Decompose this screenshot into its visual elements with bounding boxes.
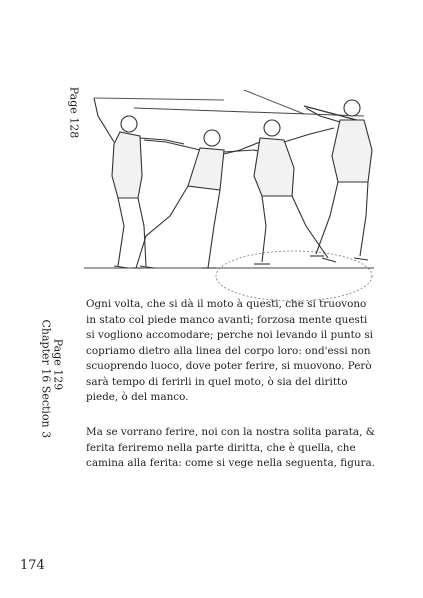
paragraph-2: Ma se vorrano ferire, noi con la nostra solita parata, & ferita feriremo nella parte diritta, che è quella, che camina alla ferita: come si vege nella seguenta, figura. — [86, 426, 376, 470]
margin-note-page-128: Page 128 — [67, 86, 81, 139]
margin-note-chapter-line: Chapter 16 Section 3 — [39, 319, 53, 439]
fencer-figure-1 — [94, 98, 184, 268]
page-number: 174 — [20, 558, 45, 573]
margin-note-chapter — [28, 319, 65, 439]
sword-line — [244, 90, 304, 114]
margin-note-page-129: Page 129 — [51, 338, 65, 391]
fencing-illustration — [84, 86, 374, 306]
dotted-ellipse — [216, 251, 372, 301]
fencer-figure-3 — [224, 120, 336, 264]
sword-line — [134, 108, 364, 116]
fencer-figure-4 — [306, 100, 372, 260]
sword-line — [94, 98, 224, 100]
paragraph-1: Ogni volta, che si dà il moto à questi, che si truovono in stato col piede manco avanti; forzosa mente questi si vogliono accomodare; perche noi levando il punto si copriamo dietro alla linea del corpo loro: ond'essi non scuoprendo luoco, dove poter ferire, si muovono. Però sarà tempo di ferirli in quel moto, ò sia del diritto piede, ò del manco. — [86, 298, 373, 404]
